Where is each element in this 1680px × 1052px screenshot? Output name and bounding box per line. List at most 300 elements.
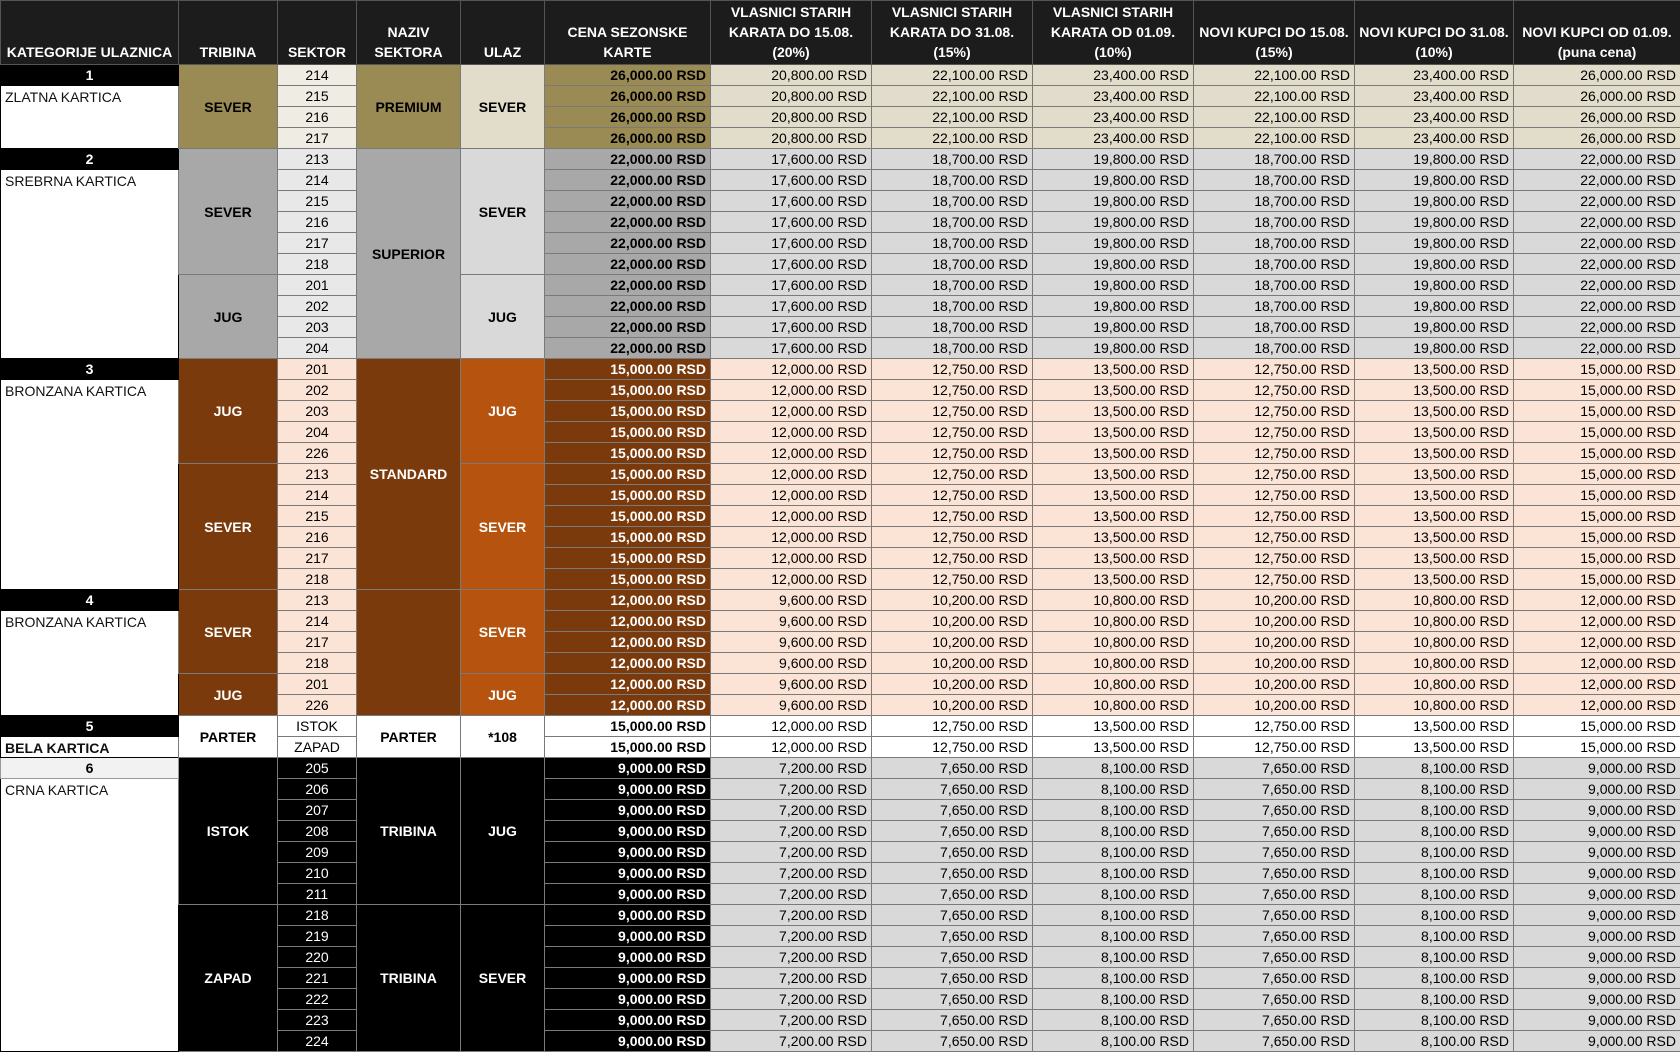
- tribina-cell: SEVER: [179, 464, 278, 590]
- discount-price-cell: 9,600.00 RSD: [711, 653, 872, 674]
- discount-price-cell: 12,750.00 RSD: [1194, 443, 1355, 464]
- discount-price-cell: 12,750.00 RSD: [1194, 527, 1355, 548]
- sektor-cell: 216: [278, 212, 357, 233]
- sektor-cell: 211: [278, 884, 357, 905]
- discount-price-cell: 8,100.00 RSD: [1355, 947, 1514, 968]
- discount-price-cell: 18,700.00 RSD: [1194, 170, 1355, 191]
- discount-price-cell: 12,750.00 RSD: [1194, 401, 1355, 422]
- season-price-cell: 22,000.00 RSD: [545, 191, 711, 212]
- discount-price-cell: 8,100.00 RSD: [1355, 758, 1514, 779]
- discount-price-cell: 7,200.00 RSD: [711, 842, 872, 863]
- discount-price-cell: 15,000.00 RSD: [1514, 422, 1680, 443]
- discount-price-cell: 23,400.00 RSD: [1033, 107, 1194, 128]
- season-price-cell: 12,000.00 RSD: [545, 632, 711, 653]
- discount-price-cell: 7,650.00 RSD: [1194, 800, 1355, 821]
- discount-price-cell: 20,800.00 RSD: [711, 86, 872, 107]
- discount-price-cell: 15,000.00 RSD: [1514, 401, 1680, 422]
- discount-price-cell: 9,000.00 RSD: [1514, 905, 1680, 926]
- discount-price-cell: 13,500.00 RSD: [1355, 464, 1514, 485]
- discount-price-cell: 12,750.00 RSD: [872, 443, 1033, 464]
- table-row: [1, 905, 1680, 926]
- sektor-cell: 216: [278, 527, 357, 548]
- header-novi-1508: NOVI KUPCI DO 15.08. (15%): [1194, 1, 1355, 65]
- table-row: [1, 359, 1680, 380]
- sektor-cell: 222: [278, 989, 357, 1010]
- table-row: [1, 65, 1680, 86]
- discount-price-cell: 8,100.00 RSD: [1033, 968, 1194, 989]
- sektor-cell: 219: [278, 926, 357, 947]
- discount-price-cell: 7,200.00 RSD: [711, 863, 872, 884]
- discount-price-cell: 13,500.00 RSD: [1033, 464, 1194, 485]
- discount-price-cell: 17,600.00 RSD: [711, 317, 872, 338]
- ulaz-cell: SEVER: [461, 464, 545, 590]
- discount-price-cell: 13,500.00 RSD: [1355, 380, 1514, 401]
- discount-price-cell: 17,600.00 RSD: [711, 233, 872, 254]
- discount-price-cell: 7,650.00 RSD: [1194, 779, 1355, 800]
- sektor-cell: 216: [278, 107, 357, 128]
- discount-price-cell: 12,000.00 RSD: [1514, 695, 1680, 716]
- discount-price-cell: 8,100.00 RSD: [1355, 779, 1514, 800]
- discount-price-cell: 12,750.00 RSD: [872, 569, 1033, 590]
- discount-price-cell: 12,750.00 RSD: [872, 716, 1033, 737]
- header-novi-0109: NOVI KUPCI OD 01.09. (puna cena): [1514, 1, 1680, 65]
- discount-price-cell: 10,800.00 RSD: [1033, 632, 1194, 653]
- table-row: [1, 275, 1680, 296]
- discount-price-cell: 12,750.00 RSD: [872, 527, 1033, 548]
- naziv-sektora-cell: STANDARD: [357, 359, 461, 590]
- season-price-cell: 15,000.00 RSD: [545, 422, 711, 443]
- ulaz-cell: SEVER: [461, 149, 545, 275]
- table-row: [1, 590, 1680, 611]
- discount-price-cell: 7,650.00 RSD: [1194, 989, 1355, 1010]
- sektor-cell: 217: [278, 128, 357, 149]
- discount-price-cell: 12,000.00 RSD: [711, 380, 872, 401]
- discount-price-cell: 12,750.00 RSD: [1194, 380, 1355, 401]
- tribina-cell: JUG: [179, 359, 278, 464]
- tribina-cell: JUG: [179, 275, 278, 359]
- discount-price-cell: 7,650.00 RSD: [872, 779, 1033, 800]
- sektor-cell: 201: [278, 359, 357, 380]
- discount-price-cell: 8,100.00 RSD: [1033, 800, 1194, 821]
- sektor-cell: 221: [278, 968, 357, 989]
- ulaz-cell: SEVER: [461, 905, 545, 1052]
- season-price-cell: 15,000.00 RSD: [545, 737, 711, 758]
- discount-price-cell: 10,800.00 RSD: [1033, 674, 1194, 695]
- sektor-cell: 204: [278, 422, 357, 443]
- discount-price-cell: 10,200.00 RSD: [872, 632, 1033, 653]
- discount-price-cell: 12,000.00 RSD: [711, 443, 872, 464]
- season-price-cell: 15,000.00 RSD: [545, 359, 711, 380]
- discount-price-cell: 10,200.00 RSD: [1194, 695, 1355, 716]
- discount-price-cell: 13,500.00 RSD: [1033, 716, 1194, 737]
- season-price-cell: 9,000.00 RSD: [545, 800, 711, 821]
- discount-price-cell: 19,800.00 RSD: [1355, 191, 1514, 212]
- discount-price-cell: 19,800.00 RSD: [1033, 317, 1194, 338]
- discount-price-cell: 19,800.00 RSD: [1033, 275, 1194, 296]
- season-price-cell: 22,000.00 RSD: [545, 254, 711, 275]
- category-number: 4: [1, 590, 179, 611]
- discount-price-cell: 13,500.00 RSD: [1355, 737, 1514, 758]
- sektor-cell: 209: [278, 842, 357, 863]
- discount-price-cell: 15,000.00 RSD: [1514, 716, 1680, 737]
- discount-price-cell: 7,200.00 RSD: [711, 968, 872, 989]
- sektor-cell: 203: [278, 317, 357, 338]
- discount-price-cell: 12,750.00 RSD: [1194, 569, 1355, 590]
- discount-price-cell: 9,600.00 RSD: [711, 590, 872, 611]
- discount-price-cell: 13,500.00 RSD: [1033, 569, 1194, 590]
- season-price-cell: 15,000.00 RSD: [545, 485, 711, 506]
- discount-price-cell: 19,800.00 RSD: [1033, 233, 1194, 254]
- discount-price-cell: 7,650.00 RSD: [1194, 863, 1355, 884]
- discount-price-cell: 22,100.00 RSD: [872, 128, 1033, 149]
- discount-price-cell: 12,750.00 RSD: [872, 464, 1033, 485]
- discount-price-cell: 8,100.00 RSD: [1033, 947, 1194, 968]
- discount-price-cell: 20,800.00 RSD: [711, 128, 872, 149]
- discount-price-cell: 12,000.00 RSD: [1514, 590, 1680, 611]
- discount-price-cell: 8,100.00 RSD: [1033, 884, 1194, 905]
- discount-price-cell: 13,500.00 RSD: [1355, 716, 1514, 737]
- discount-price-cell: 12,000.00 RSD: [711, 569, 872, 590]
- discount-price-cell: 12,000.00 RSD: [1514, 674, 1680, 695]
- season-price-cell: 15,000.00 RSD: [545, 506, 711, 527]
- sektor-cell: 215: [278, 191, 357, 212]
- naziv-sektora-cell: TRIBINA: [357, 905, 461, 1052]
- season-price-cell: 15,000.00 RSD: [545, 380, 711, 401]
- sektor-cell: 205: [278, 758, 357, 779]
- discount-price-cell: 8,100.00 RSD: [1033, 863, 1194, 884]
- discount-price-cell: 7,200.00 RSD: [711, 800, 872, 821]
- table-row: [1, 464, 1680, 485]
- sektor-cell: 214: [278, 611, 357, 632]
- discount-price-cell: 20,800.00 RSD: [711, 65, 872, 86]
- category-name: BRONZANA KARTICA: [1, 611, 179, 716]
- category-name: ZLATNA KARTICA: [1, 86, 179, 149]
- sektor-cell: 217: [278, 548, 357, 569]
- discount-price-cell: 17,600.00 RSD: [711, 170, 872, 191]
- discount-price-cell: 12,750.00 RSD: [872, 380, 1033, 401]
- discount-price-cell: 19,800.00 RSD: [1033, 191, 1194, 212]
- discount-price-cell: 7,650.00 RSD: [872, 884, 1033, 905]
- tribina-cell: SEVER: [179, 149, 278, 275]
- discount-price-cell: 7,650.00 RSD: [872, 905, 1033, 926]
- discount-price-cell: 18,700.00 RSD: [1194, 149, 1355, 170]
- season-price-cell: 9,000.00 RSD: [545, 1031, 711, 1052]
- naziv-sektora-cell: PARTER: [357, 716, 461, 758]
- discount-price-cell: 9,600.00 RSD: [711, 695, 872, 716]
- discount-price-cell: 9,000.00 RSD: [1514, 1010, 1680, 1031]
- sektor-cell: ISTOK: [278, 716, 357, 737]
- season-price-cell: 15,000.00 RSD: [545, 464, 711, 485]
- naziv-sektora-cell: SUPERIOR: [357, 149, 461, 359]
- discount-price-cell: 12,750.00 RSD: [872, 359, 1033, 380]
- discount-price-cell: 10,200.00 RSD: [1194, 590, 1355, 611]
- table-row: [1, 758, 1680, 779]
- discount-price-cell: 10,800.00 RSD: [1355, 611, 1514, 632]
- discount-price-cell: 13,500.00 RSD: [1355, 548, 1514, 569]
- discount-price-cell: 8,100.00 RSD: [1355, 968, 1514, 989]
- discount-price-cell: 18,700.00 RSD: [1194, 275, 1355, 296]
- discount-price-cell: 8,100.00 RSD: [1033, 926, 1194, 947]
- season-price-cell: 9,000.00 RSD: [545, 989, 711, 1010]
- discount-price-cell: 19,800.00 RSD: [1355, 338, 1514, 359]
- season-price-cell: 9,000.00 RSD: [545, 863, 711, 884]
- season-price-cell: 26,000.00 RSD: [545, 86, 711, 107]
- discount-price-cell: 9,600.00 RSD: [711, 632, 872, 653]
- discount-price-cell: 10,800.00 RSD: [1033, 611, 1194, 632]
- discount-price-cell: 12,000.00 RSD: [711, 716, 872, 737]
- sektor-cell: 210: [278, 863, 357, 884]
- discount-price-cell: 15,000.00 RSD: [1514, 506, 1680, 527]
- sektor-cell: 206: [278, 779, 357, 800]
- discount-price-cell: 13,500.00 RSD: [1355, 569, 1514, 590]
- discount-price-cell: 13,500.00 RSD: [1033, 548, 1194, 569]
- discount-price-cell: 8,100.00 RSD: [1355, 842, 1514, 863]
- season-price-cell: 12,000.00 RSD: [545, 695, 711, 716]
- header-cena-sezonske: CENA SEZONSKE KARTE: [545, 1, 711, 65]
- table-row: [1, 149, 1680, 170]
- tribina-cell: JUG: [179, 674, 278, 716]
- category-number: 5: [1, 716, 179, 737]
- sektor-cell: 226: [278, 443, 357, 464]
- discount-price-cell: 7,650.00 RSD: [872, 842, 1033, 863]
- sektor-cell: 218: [278, 254, 357, 275]
- discount-price-cell: 12,750.00 RSD: [1194, 485, 1355, 506]
- discount-price-cell: 22,100.00 RSD: [872, 107, 1033, 128]
- discount-price-cell: 12,000.00 RSD: [1514, 611, 1680, 632]
- season-price-cell: 22,000.00 RSD: [545, 149, 711, 170]
- season-price-cell: 26,000.00 RSD: [545, 65, 711, 86]
- discount-price-cell: 19,800.00 RSD: [1355, 275, 1514, 296]
- naziv-sektora-cell: TRIBINA: [357, 758, 461, 905]
- discount-price-cell: 12,750.00 RSD: [872, 485, 1033, 506]
- discount-price-cell: 15,000.00 RSD: [1514, 443, 1680, 464]
- sektor-cell: 213: [278, 149, 357, 170]
- ulaz-cell: JUG: [461, 359, 545, 464]
- discount-price-cell: 9,000.00 RSD: [1514, 800, 1680, 821]
- sektor-cell: 208: [278, 821, 357, 842]
- discount-price-cell: 7,650.00 RSD: [872, 1010, 1033, 1031]
- discount-price-cell: 8,100.00 RSD: [1033, 821, 1194, 842]
- table-body: [1, 65, 1680, 1052]
- discount-price-cell: 18,700.00 RSD: [872, 149, 1033, 170]
- discount-price-cell: 7,200.00 RSD: [711, 947, 872, 968]
- discount-price-cell: 9,000.00 RSD: [1514, 758, 1680, 779]
- season-price-cell: 15,000.00 RSD: [545, 569, 711, 590]
- discount-price-cell: 15,000.00 RSD: [1514, 548, 1680, 569]
- discount-price-cell: 10,200.00 RSD: [872, 590, 1033, 611]
- discount-price-cell: 22,100.00 RSD: [1194, 65, 1355, 86]
- discount-price-cell: 12,750.00 RSD: [1194, 506, 1355, 527]
- discount-price-cell: 12,750.00 RSD: [872, 737, 1033, 758]
- ulaz-cell: JUG: [461, 674, 545, 716]
- discount-price-cell: 9,600.00 RSD: [711, 674, 872, 695]
- discount-price-cell: 9,000.00 RSD: [1514, 821, 1680, 842]
- discount-price-cell: 13,500.00 RSD: [1033, 401, 1194, 422]
- discount-price-cell: 18,700.00 RSD: [872, 233, 1033, 254]
- discount-price-cell: 22,100.00 RSD: [1194, 86, 1355, 107]
- discount-price-cell: 9,000.00 RSD: [1514, 947, 1680, 968]
- discount-price-cell: 9,000.00 RSD: [1514, 926, 1680, 947]
- ulaz-cell: JUG: [461, 275, 545, 359]
- discount-price-cell: 15,000.00 RSD: [1514, 380, 1680, 401]
- discount-price-cell: 19,800.00 RSD: [1033, 338, 1194, 359]
- discount-price-cell: 17,600.00 RSD: [711, 338, 872, 359]
- header-vlasnici-0109: VLASNICI STARIH KARATA OD 01.09. (10%): [1033, 1, 1194, 65]
- discount-price-cell: 10,800.00 RSD: [1033, 653, 1194, 674]
- discount-price-cell: 7,200.00 RSD: [711, 758, 872, 779]
- discount-price-cell: 10,800.00 RSD: [1355, 695, 1514, 716]
- discount-price-cell: 19,800.00 RSD: [1355, 296, 1514, 317]
- discount-price-cell: 22,000.00 RSD: [1514, 233, 1680, 254]
- discount-price-cell: 22,000.00 RSD: [1514, 275, 1680, 296]
- sektor-cell: 218: [278, 569, 357, 590]
- category-number: 2: [1, 149, 179, 170]
- discount-price-cell: 10,200.00 RSD: [872, 674, 1033, 695]
- discount-price-cell: 7,650.00 RSD: [872, 863, 1033, 884]
- discount-price-cell: 18,700.00 RSD: [872, 191, 1033, 212]
- table-row: [1, 716, 1680, 737]
- discount-price-cell: 12,750.00 RSD: [1194, 716, 1355, 737]
- season-price-cell: 9,000.00 RSD: [545, 905, 711, 926]
- season-price-cell: 15,000.00 RSD: [545, 716, 711, 737]
- season-price-cell: 22,000.00 RSD: [545, 317, 711, 338]
- discount-price-cell: 9,000.00 RSD: [1514, 968, 1680, 989]
- discount-price-cell: 10,800.00 RSD: [1355, 590, 1514, 611]
- sektor-cell: 220: [278, 947, 357, 968]
- discount-price-cell: 13,500.00 RSD: [1033, 506, 1194, 527]
- sektor-cell: 215: [278, 86, 357, 107]
- season-price-cell: 22,000.00 RSD: [545, 296, 711, 317]
- table-row: [1, 674, 1680, 695]
- discount-price-cell: 13,500.00 RSD: [1355, 422, 1514, 443]
- discount-price-cell: 26,000.00 RSD: [1514, 65, 1680, 86]
- discount-price-cell: 18,700.00 RSD: [872, 254, 1033, 275]
- discount-price-cell: 7,200.00 RSD: [711, 884, 872, 905]
- discount-price-cell: 7,650.00 RSD: [872, 1031, 1033, 1052]
- discount-price-cell: 19,800.00 RSD: [1355, 317, 1514, 338]
- discount-price-cell: 9,000.00 RSD: [1514, 779, 1680, 800]
- discount-price-cell: 15,000.00 RSD: [1514, 359, 1680, 380]
- discount-price-cell: 7,650.00 RSD: [872, 821, 1033, 842]
- discount-price-cell: 13,500.00 RSD: [1355, 401, 1514, 422]
- ulaz-cell: SEVER: [461, 65, 545, 149]
- discount-price-cell: 10,800.00 RSD: [1355, 653, 1514, 674]
- discount-price-cell: 17,600.00 RSD: [711, 149, 872, 170]
- tribina-cell: SEVER: [179, 590, 278, 674]
- discount-price-cell: 7,650.00 RSD: [872, 968, 1033, 989]
- category-name: SREBRNA KARTICA: [1, 170, 179, 359]
- discount-price-cell: 12,000.00 RSD: [711, 422, 872, 443]
- discount-price-cell: 12,000.00 RSD: [711, 737, 872, 758]
- discount-price-cell: 13,500.00 RSD: [1355, 506, 1514, 527]
- discount-price-cell: 13,500.00 RSD: [1355, 443, 1514, 464]
- discount-price-cell: 13,500.00 RSD: [1033, 527, 1194, 548]
- sektor-cell: 218: [278, 653, 357, 674]
- header-sektor: SEKTOR: [278, 1, 357, 65]
- discount-price-cell: 8,100.00 RSD: [1033, 758, 1194, 779]
- sektor-cell: 202: [278, 296, 357, 317]
- discount-price-cell: 22,000.00 RSD: [1514, 296, 1680, 317]
- discount-price-cell: 8,100.00 RSD: [1355, 863, 1514, 884]
- discount-price-cell: 9,000.00 RSD: [1514, 884, 1680, 905]
- header-vlasnici-1508: VLASNICI STARIH KARATA DO 15.08. (20%): [711, 1, 872, 65]
- discount-price-cell: 22,100.00 RSD: [1194, 107, 1355, 128]
- discount-price-cell: 8,100.00 RSD: [1355, 1031, 1514, 1052]
- discount-price-cell: 23,400.00 RSD: [1355, 128, 1514, 149]
- season-price-cell: 22,000.00 RSD: [545, 233, 711, 254]
- season-price-cell: 12,000.00 RSD: [545, 611, 711, 632]
- discount-price-cell: 12,750.00 RSD: [872, 422, 1033, 443]
- discount-price-cell: 13,500.00 RSD: [1355, 485, 1514, 506]
- season-price-cell: 12,000.00 RSD: [545, 674, 711, 695]
- discount-price-cell: 7,650.00 RSD: [1194, 1010, 1355, 1031]
- discount-price-cell: 18,700.00 RSD: [872, 212, 1033, 233]
- season-price-cell: 9,000.00 RSD: [545, 1010, 711, 1031]
- discount-price-cell: 15,000.00 RSD: [1514, 569, 1680, 590]
- discount-price-cell: 12,000.00 RSD: [711, 548, 872, 569]
- discount-price-cell: 18,700.00 RSD: [1194, 296, 1355, 317]
- discount-price-cell: 10,200.00 RSD: [1194, 611, 1355, 632]
- discount-price-cell: 13,500.00 RSD: [1033, 422, 1194, 443]
- discount-price-cell: 7,650.00 RSD: [872, 800, 1033, 821]
- discount-price-cell: 12,000.00 RSD: [711, 527, 872, 548]
- discount-price-cell: 23,400.00 RSD: [1355, 86, 1514, 107]
- discount-price-cell: 13,500.00 RSD: [1033, 485, 1194, 506]
- discount-price-cell: 22,100.00 RSD: [872, 86, 1033, 107]
- sektor-cell: 204: [278, 338, 357, 359]
- discount-price-cell: 19,800.00 RSD: [1033, 254, 1194, 275]
- discount-price-cell: 9,000.00 RSD: [1514, 842, 1680, 863]
- header-novi-3108: NOVI KUPCI DO 31.08. (10%): [1355, 1, 1514, 65]
- sektor-cell: 223: [278, 1010, 357, 1031]
- tribina-cell: ZAPAD: [179, 905, 278, 1052]
- season-price-cell: 15,000.00 RSD: [545, 548, 711, 569]
- discount-price-cell: 19,800.00 RSD: [1033, 212, 1194, 233]
- season-price-cell: 26,000.00 RSD: [545, 128, 711, 149]
- category-name: BRONZANA KARTICA: [1, 380, 179, 590]
- discount-price-cell: 7,650.00 RSD: [872, 947, 1033, 968]
- sektor-cell: 217: [278, 233, 357, 254]
- header-tribina: TRIBINA: [179, 1, 278, 65]
- discount-price-cell: 18,700.00 RSD: [1194, 338, 1355, 359]
- discount-price-cell: 8,100.00 RSD: [1355, 905, 1514, 926]
- sektor-cell: 201: [278, 275, 357, 296]
- discount-price-cell: 12,000.00 RSD: [711, 401, 872, 422]
- discount-price-cell: 23,400.00 RSD: [1033, 128, 1194, 149]
- discount-price-cell: 7,650.00 RSD: [1194, 905, 1355, 926]
- discount-price-cell: 12,000.00 RSD: [711, 485, 872, 506]
- discount-price-cell: 12,750.00 RSD: [872, 506, 1033, 527]
- season-price-cell: 9,000.00 RSD: [545, 947, 711, 968]
- season-price-cell: 9,000.00 RSD: [545, 884, 711, 905]
- discount-price-cell: 13,500.00 RSD: [1033, 359, 1194, 380]
- sektor-cell: ZAPAD: [278, 737, 357, 758]
- discount-price-cell: 7,200.00 RSD: [711, 821, 872, 842]
- ulaz-cell: JUG: [461, 758, 545, 905]
- discount-price-cell: 8,100.00 RSD: [1355, 1010, 1514, 1031]
- season-price-cell: 9,000.00 RSD: [545, 842, 711, 863]
- discount-price-cell: 8,100.00 RSD: [1033, 989, 1194, 1010]
- sektor-cell: 213: [278, 590, 357, 611]
- discount-price-cell: 19,800.00 RSD: [1033, 296, 1194, 317]
- discount-price-cell: 12,750.00 RSD: [1194, 359, 1355, 380]
- discount-price-cell: 7,650.00 RSD: [1194, 947, 1355, 968]
- discount-price-cell: 18,700.00 RSD: [1194, 254, 1355, 275]
- discount-price-cell: 10,800.00 RSD: [1033, 695, 1194, 716]
- discount-price-cell: 22,000.00 RSD: [1514, 191, 1680, 212]
- discount-price-cell: 18,700.00 RSD: [1194, 317, 1355, 338]
- season-price-cell: 9,000.00 RSD: [545, 926, 711, 947]
